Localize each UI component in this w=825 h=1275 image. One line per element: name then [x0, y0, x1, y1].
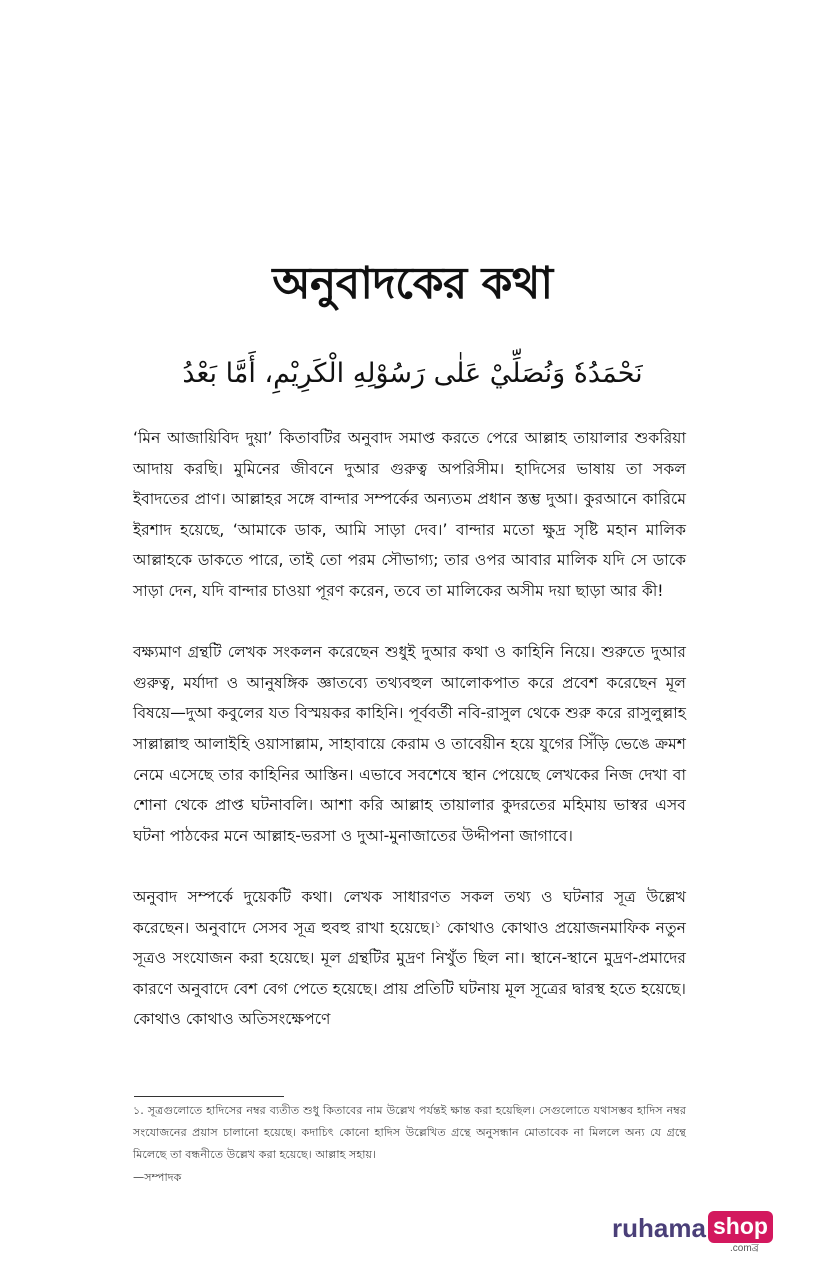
brand-logo-left: ruhama: [612, 1213, 706, 1243]
footnote-text: ১. সূত্রগুলোতে হাদিসের নম্বর ব্যতীত শুধু কিতাবের নাম উল্লেখ পর্যন্তই ক্ষান্ত করা হয়েছিল। সেগুলোতে যথাসম্ভব হাদিস নম্বর সংযোজনের প্রয়াস চালানো হয়েছে। কদাচিৎ কোনো হাদিস উল্লেখিত গ্রন্থে অনুসন্ধান মোতাবেক না মিললে অন্য যে গ্রন্থে মিলেছে তা বন্ধনীতে উল্লেখ করা হয়েছে। আল্লাহ সহায়।: [133, 1104, 686, 1162]
paragraph-3-start: অনুবাদ সম্পর্কে দুয়েকটি কথা। লেখক সাধারণত সকল তথ্য ও ঘটনার সূত্র উল্লেখ করেছেন। অনুবাদে সেসব সূত্র হুবহু রাখা হয়েছে।: [133, 887, 686, 937]
brand-logo-domain: .comব্র: [730, 1243, 759, 1254]
footnote: [133, 1100, 686, 1189]
paragraph-1: ‘মিন আজায়িবিদ দুয়া’ কিতাবটির অনুবাদ সমাপ্ত করতে পেরে আল্লাহ তায়ালার শুকরিয়া আদায় করছি। মুমিনের জীবনে দুআর গুরুত্ব অপরিসীম। হাদিসের ভাষায় তা সকল ইবাদতের প্রাণ। আল্লাহর সঙ্গে বান্দার সম্পর্কের অন্যতম প্রধান স্তম্ভ দুআ। কুরআনে কারিমে ইরশাদ হয়েছে, ‘আমাকে ডাক, আমি সাড়া দেব।’ বান্দার মতো ক্ষুদ্র সৃষ্টি মহান মালিক আল্লাহকে ডাকতে পারে, তাই তো পরম সৌভাগ্য; তার ওপর আবার মালিক যদি সে ডাকে সাড়া দেন, যদি বান্দার চাওয়া পূরণ করেন, তবে তা মালিকের অসীম দয়া ছাড়া আর কী!: [133, 429, 686, 600]
arabic-invocation: نَحْمَدُهٗ وَنُصَلِّيْ عَلٰى رَسُوْلِهِ الْكَرِيْمِ، أَمَّا بَعْدُ: [182, 358, 643, 389]
footnote-reference: ১: [435, 919, 441, 930]
footnote-divider: [134, 1096, 284, 1097]
paragraph-2: বক্ষ্যমাণ গ্রন্থটি লেখক সংকলন করেছেন শুধুই দুআর কথা ও কাহিনি নিয়ে। শুরুতে দুআর গুরুত্ব, মর্যাদা ও আনুষঙ্গিক জ্ঞাতব্যে তথ্যবহুল আলোকপাত করে প্রবেশ করেছেন মূল বিষয়ে—দুআ কবুলের যত বিস্ময়কর কাহিনি। পূর্ববর্তী নবি-রাসুল থেকে শুরু করে রাসুলুল্লাহ সাল্লাল্লাহু আলাইহি ওয়াসাল্লাম, সাহাবায়ে কেরাম ও তাবেয়ীন হয়ে যুগের সিঁড়ি ভেঙে ক্রমশ নেমে এসেছে তার কাহিনির আস্তিন। এভাবে সবশেষে স্থান পেয়েছে লেখকের নিজ দেখা বা শোনা থেকে প্রাপ্ত ঘটনাবলি। আশা করি আল্লাহ তায়ালার কুদরতের মহিমায় ভাস্বর এসব ঘটনা পাঠকের মনে আল্লাহ-ভরসা ও দুআ-মুনাজাতের উদ্দীপনা জাগাবে।: [133, 643, 686, 845]
paragraph-3: [133, 882, 686, 1035]
page-title: অনুবাদকের কথা: [272, 258, 553, 309]
footnote-editor: —সম্পাদক: [133, 1170, 182, 1184]
brand-logo-box: shop: [708, 1211, 773, 1243]
paragraph-3-end: কোথাও কোথাও প্রয়োজনমাফিক নতুন সূত্রও সংযোজন করা হয়েছে। মূল গ্রন্থটির মুদ্রণ নিখুঁত ছিল না। স্থানে-স্থানে মুদ্রণ-প্রমাদের কারণে অনুবাদে বেশ বেগ পেতে হয়েছে। প্রায় প্রতিটি ঘটনায় মূল সূত্রের দ্বারস্থ হতে হয়েছে। কোথাও কোথাও অতিসংক্ষেপণে: [133, 918, 686, 1029]
body-text: [133, 423, 686, 1035]
brand-logo: [612, 1208, 782, 1258]
